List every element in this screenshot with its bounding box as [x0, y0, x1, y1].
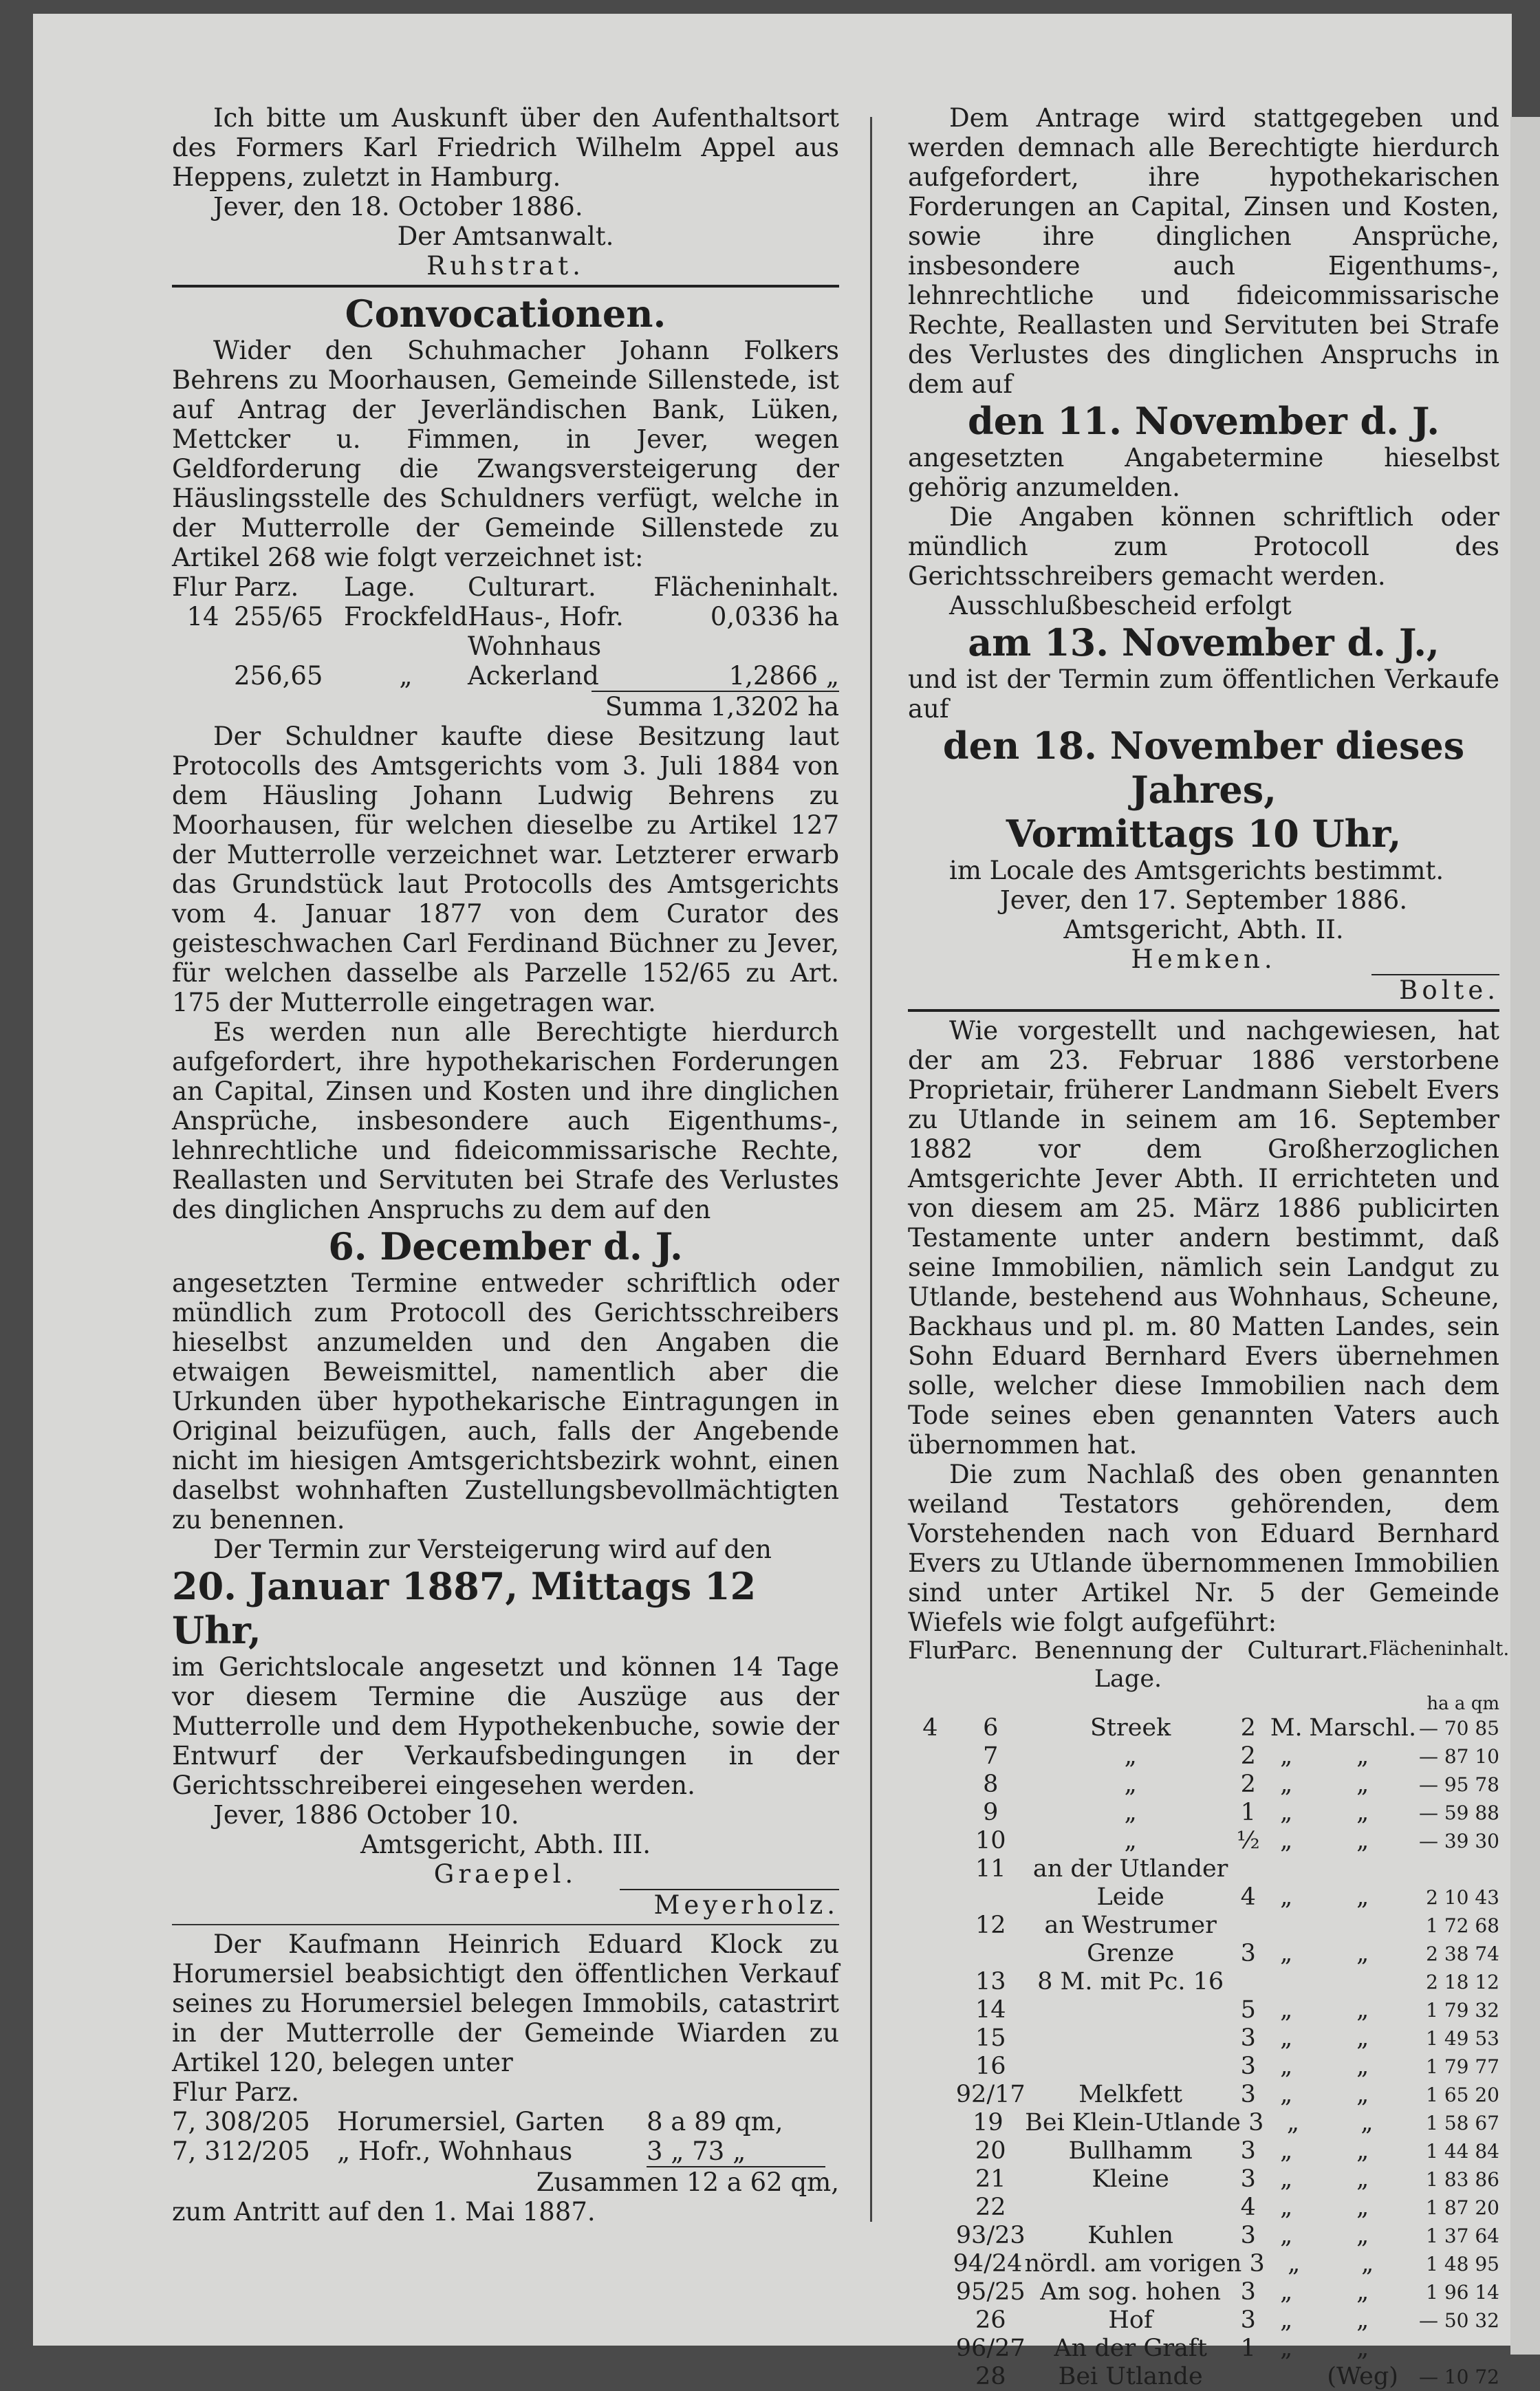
- table-row: [172, 661, 839, 691]
- table-cell: „: [1280, 2024, 1293, 2052]
- table-cell: 2: [1240, 1742, 1256, 1770]
- table-cell: Melkfett: [1078, 2081, 1183, 2108]
- behrens-table-header: [172, 572, 839, 602]
- table-cell: „: [1124, 1771, 1137, 1798]
- col-lage: Benennung der Lage.: [1034, 1637, 1222, 1693]
- table-cell: 6: [983, 1714, 999, 1742]
- antrag-date-big2: am 13. November d. J.,: [968, 620, 1440, 664]
- table-cell: [908, 2363, 953, 2391]
- table-cell: [908, 2194, 953, 2222]
- table-cell: „: [1356, 2306, 1369, 2334]
- table-cell: 1 58 67: [1426, 2112, 1499, 2134]
- table-cell: „: [1356, 1799, 1369, 1826]
- table-cell: [1233, 1912, 1264, 1940]
- table-cell: 8: [983, 1771, 999, 1798]
- table-cell: 3: [1240, 2222, 1256, 2249]
- table-cell: Bei Klein-Utlande: [1025, 2109, 1241, 2136]
- table-cell: 4: [922, 1714, 938, 1742]
- table-cell: „: [1124, 1827, 1137, 1854]
- table-cell: [908, 2306, 953, 2335]
- table-cell: — 95 78: [1418, 1773, 1499, 1796]
- behrens-clerk: Meyerholz.: [620, 1889, 839, 1920]
- table-cell: [1233, 1968, 1264, 1996]
- table-cell: „: [1280, 2165, 1293, 2193]
- section-rule: [172, 1924, 839, 1925]
- table-cell: „: [1356, 2194, 1369, 2221]
- cell: [172, 631, 468, 661]
- cell: [172, 661, 234, 691]
- cell: 1,2866 „: [728, 661, 839, 691]
- behrens-para5: im Gerichtslocale angesetzt und können 14 Tage vor diesem Termine die Auszüge aus der Mutterrolle und dem Hypothekenbuche, sowie der Entwurf der Verkaufsbedingungen in der Gerichtsschreiberei eingesehen werden.: [172, 1652, 839, 1800]
- table-row: [908, 1855, 1499, 1883]
- table-cell: 2 10 43: [1426, 1886, 1499, 1909]
- table-cell: [1309, 1855, 1417, 1883]
- table-cell: 3: [1249, 2250, 1265, 2278]
- table-cell: 1 44 84: [1426, 2140, 1499, 2163]
- table-row: [908, 1827, 1499, 1855]
- table-cell: (Weg): [1327, 2363, 1398, 2390]
- table-cell: „: [1356, 2081, 1369, 2108]
- table-cell: [1417, 2335, 1499, 2363]
- behrens-signature: Graepel.: [433, 1859, 578, 1889]
- table-cell: — 10 72: [1418, 2366, 1499, 2388]
- table-cell: 1 49 53: [1426, 2027, 1499, 2050]
- right-column: [908, 103, 1510, 2391]
- table-cell: „: [1356, 1883, 1369, 1911]
- table-cell: [1264, 1968, 1309, 1996]
- table-cell: „: [1280, 2194, 1293, 2221]
- table-cell: „: [1280, 2222, 1293, 2249]
- cell: 7, 308/205: [172, 2107, 310, 2136]
- antrag-date: Jever, den 17. September 1886.: [999, 885, 1408, 915]
- table-cell: „: [1356, 2278, 1369, 2306]
- table-cell: „: [1280, 1996, 1293, 2024]
- table-cell: 3: [1240, 2024, 1256, 2052]
- table-cell: 4: [1240, 2194, 1256, 2221]
- table-cell: [908, 2335, 953, 2363]
- section-rule: [908, 1009, 1499, 1012]
- section-heading: Convocationen.: [345, 292, 666, 336]
- antrag-para3: Die Angaben können schriftlich oder mündlich zum Protocoll des Gerichtsschreibers gemacht werden.: [908, 502, 1499, 591]
- table-row: [908, 1883, 1499, 1912]
- table-cell: [908, 2053, 953, 2081]
- table-row: [908, 2335, 1499, 2363]
- table-cell: 19: [973, 2109, 1004, 2136]
- table-cell: — 59 88: [1418, 1802, 1499, 1824]
- table-cell: [1264, 2363, 1309, 2391]
- table-cell: „: [1280, 1771, 1293, 1798]
- antrag-office: Amtsgericht, Abth. II.: [1063, 915, 1344, 944]
- table-cell: Grenze: [1087, 1940, 1175, 1967]
- klock-body: Der Kaufmann Heinrich Eduard Klock zu Horumersiel beabsichtigt den öffentlichen Verkauf seines zu Horumersiel belegen Immobils, catastrirt in der Mutterrolle der Gemeinde Wiarden zu Artikel 120, belegen unter: [172, 1929, 839, 2077]
- table-cell: [908, 2165, 953, 2194]
- table-cell: 3: [1240, 2081, 1256, 2108]
- behrens-date: Jever, 1886 October 10.: [213, 1800, 519, 1830]
- table-row: [908, 2081, 1499, 2109]
- table-cell: 16: [975, 2053, 1006, 2080]
- table-cell: „: [1124, 1742, 1137, 1770]
- table-cell: [1417, 1855, 1499, 1883]
- table-cell: [1029, 1996, 1233, 2024]
- table-row: [908, 2165, 1499, 2194]
- cell: Haus-, Hofr.: [468, 602, 624, 631]
- table-cell: Marschl.: [1309, 1714, 1417, 1742]
- table-cell: 20: [975, 2137, 1006, 2165]
- evers-table: [908, 1714, 1499, 2391]
- table-cell: „: [1280, 2137, 1293, 2165]
- col-parc: Parc.: [956, 1637, 1019, 1665]
- table-cell: 26: [975, 2306, 1006, 2334]
- antrag-para6: im Locale des Amtsgerichts bestimmt.: [949, 856, 1444, 885]
- table-cell: „: [1280, 2335, 1293, 2362]
- antrag-date-big1: den 11. November d. J.: [967, 399, 1440, 443]
- cell: 3 „ 73 „: [647, 2136, 825, 2167]
- table-cell: „: [1280, 2053, 1293, 2080]
- col-flur: Flur: [908, 1637, 959, 1665]
- table-cell: „: [1356, 1996, 1369, 2024]
- table-cell: „: [1356, 2053, 1369, 2080]
- table-cell: [1233, 1855, 1264, 1883]
- table-cell: [1029, 2053, 1233, 2081]
- table-cell: 3: [1240, 2165, 1256, 2193]
- table-cell: [908, 1883, 953, 1912]
- table-cell: 28: [975, 2363, 1006, 2390]
- klock-header: Flur Parz.: [172, 2077, 300, 2107]
- cell: 8 a 89 qm,: [647, 2107, 783, 2136]
- table-cell: 9: [983, 1799, 999, 1826]
- table-cell: Bei Utlande: [1058, 2363, 1203, 2390]
- table-cell: an Westrumer: [1044, 1912, 1217, 1939]
- table-cell: [908, 2081, 953, 2109]
- table-cell: [1264, 1912, 1309, 1940]
- sum: Summa 1,3202 ha: [592, 691, 839, 722]
- table-cell: Kuhlen: [1087, 2222, 1174, 2249]
- table-cell: „: [1360, 2109, 1374, 2136]
- next-page-edge: [1510, 117, 1540, 2355]
- table-cell: [908, 1799, 953, 1827]
- table-row: [908, 1714, 1499, 1742]
- table-cell: [953, 1940, 1029, 1968]
- clerk-line: [908, 974, 1499, 1005]
- table-row: [908, 2024, 1499, 2053]
- table-cell: [1264, 1855, 1309, 1883]
- notice-appel-body: Ich bitte um Auskunft über den Aufenthaltsort des Formers Karl Friedrich Wilhelm Appel aus Heppens, zuletzt in Hamburg.: [172, 103, 839, 192]
- table-cell: [908, 1940, 953, 1968]
- table-cell: 13: [975, 1968, 1006, 1995]
- klock-sum: Zusammen 12 a 62 qm,: [536, 2167, 839, 2197]
- section-rule: [172, 285, 839, 288]
- table-cell: 2: [1240, 1714, 1256, 1742]
- behrens-intro: Wider den Schuhmacher Johann Folkers Behrens zu Moorhausen, Gemeinde Sillenstede, ist auf Antrag der Jeverländischen Bank, Lüken, Mettcker u. Fimmen, in Jever, wegen Geldforderung die Zwangsversteigerung der Häuslingsstelle des Schuldners verfügt, welche in der Mutterrolle der Gemeinde Sillenstede zu Artikel 268 wie folgt verzeichnet ist:: [172, 336, 839, 572]
- table-cell: 3: [1240, 2137, 1256, 2165]
- table-row: [908, 2222, 1499, 2250]
- table-cell: [1309, 1912, 1417, 1940]
- table-cell: — 50 32: [1418, 2309, 1499, 2332]
- evers-para2: Die zum Nachlaß des oben genannten weiland Testators gehörenden, dem Vorstehenden nach von Eduard Bernhard Evers zu Utlande übernommenen Immobilien sind unter Artikel Nr. 5 der Gemeinde Wiefels wie folgt aufgeführt:: [908, 1460, 1499, 1637]
- table-cell: 96/27: [955, 2335, 1026, 2362]
- antrag-signature: Hemken.: [1131, 944, 1277, 974]
- table-cell: 1 87 20: [1426, 2196, 1499, 2219]
- antrag-date-big3: den 18. November dieses Jahres,: [942, 724, 1465, 812]
- table-cell: „: [1356, 2165, 1369, 2193]
- table-cell: 7: [983, 1742, 999, 1770]
- col-lage: Lage.: [344, 572, 415, 602]
- sum-line: [172, 691, 839, 722]
- col-parz: Parz.: [234, 572, 299, 602]
- table-cell: 3: [1240, 2306, 1256, 2334]
- table-cell: „: [1356, 1827, 1369, 1854]
- antrag-date-big4: Vormittags 10 Uhr,: [1006, 812, 1402, 856]
- behrens-para3: angesetzten Termine entweder schriftlich oder mündlich zum Protocoll des Gerichtsschreibers hieselbst anzumelden und den Angaben die etwaigen Beweismittel, namentlich aber die Urkunden über hypothekarische Eintragungen in Original beizufügen, auch, falls der Angebende nicht im hiesigen Amtsgerichtsbezirk wohnt, einen daselbst wohnhaften Zustellungsbevollmächtigten zu benennen.: [172, 1268, 839, 1535]
- table-cell: nördl. am vorigen: [1024, 2250, 1242, 2278]
- table-cell: „: [1356, 1940, 1369, 1967]
- table-cell: 8 M. mit Pc. 16: [1037, 1968, 1224, 1995]
- table-row: [172, 2136, 839, 2167]
- table-cell: „: [1280, 1799, 1293, 1826]
- col-flaeche: Flächeninhalt.: [653, 572, 839, 602]
- table-cell: M.: [1270, 1714, 1303, 1742]
- cell: 255/65: [234, 602, 324, 631]
- cell: 7, 312/205: [172, 2136, 310, 2166]
- behrens-termin-big: 20. Januar 1887, Mittags 12 Uhr,: [172, 1564, 757, 1652]
- table-row: [908, 2306, 1499, 2335]
- table-cell: 1 65 20: [1426, 2084, 1499, 2106]
- table-cell: [908, 1827, 953, 1855]
- table-cell: [908, 1771, 953, 1799]
- table-cell: 12: [975, 1912, 1006, 1939]
- table-cell: „: [1280, 2306, 1293, 2334]
- table-cell: Kleine: [1092, 2165, 1169, 2193]
- table-cell: [1233, 2363, 1264, 2391]
- table-cell: 1: [1240, 2335, 1256, 2362]
- table-row: [172, 602, 839, 631]
- table-cell: [908, 2250, 951, 2278]
- col-flur: Flur: [172, 572, 227, 602]
- behrens-para1: Der Schuldner kaufte diese Besitzung laut Protocolls des Amtsgerichts vom 3. Juli 1884 von dem Häusling Johann Ludwig Behrens zu Moorhausen, für welchen dieselbe zu Artikel 127 der Mutterrolle verzeichnet war. Letzterer erwarb das Grundstück laut Protocolls des Amtsgerichts vom 4. Januar 1877 von dem Curator des geisteschwachen Carl Ferdinand Büchner zu Jever, für welchen dasselbe als Parzelle 152/65 zu Art. 175 der Mutterrolle eingetragen war.: [172, 722, 839, 1017]
- cell: Horumersiel, Garten: [337, 2107, 605, 2136]
- table-cell: „: [1280, 1883, 1293, 1911]
- table-cell: 1 79 32: [1426, 1999, 1499, 2022]
- table-cell: 4: [1240, 1883, 1256, 1911]
- cell: Ackerland: [468, 661, 599, 691]
- clerk-line: [172, 1889, 839, 1920]
- table-row: [172, 2107, 839, 2136]
- table-cell: „: [1124, 1799, 1137, 1826]
- notice-appel-date: Jever, den 18. October 1886.: [213, 192, 583, 221]
- behrens-office: Amtsgericht, Abth. III.: [360, 1830, 651, 1859]
- behrens-para4: Der Termin zur Versteigerung wird auf den: [213, 1535, 772, 1564]
- table-cell: [908, 2222, 953, 2250]
- table-cell: „: [1356, 2024, 1369, 2052]
- table-cell: 10: [975, 1827, 1006, 1854]
- evers-para1: Wie vorgestellt und nachgewiesen, hat der am 23. Februar 1886 verstorbene Proprietair, früherer Landmann Siebelt Evers zu Utlande in seinem am 16. September 1882 vor dem Großherzoglichen Amtsgerichte Jever Abth. II errichteten und von diesem am 25. März 1886 publicirten Testamente unter andern bestimmt, daß seine Immobilien, nämlich sein Landgut zu Utlande, bestehend aus Wohnhaus, Scheune, Backhaus und pl. m. 80 Matten Landes, sein Sohn Eduard Bernhard Evers übernehmen solle, welcher diese Immobilien nach dem Tode seines eben genannten Vaters auch übernommen hat.: [908, 1016, 1499, 1460]
- table-cell: [908, 1742, 953, 1771]
- cell: „ Hofr., Wohnhaus: [337, 2136, 573, 2166]
- table-cell: An der Graft: [1054, 2335, 1207, 2362]
- table-row: [908, 2250, 1499, 2278]
- table-cell: [908, 1912, 953, 1940]
- table-cell: „: [1361, 2250, 1374, 2278]
- table-cell: 15: [975, 2024, 1006, 2052]
- table-cell: „: [1356, 2335, 1369, 2362]
- table-cell: 1 37 64: [1426, 2225, 1499, 2247]
- table-cell: Bullhamm: [1068, 2137, 1193, 2165]
- table-row: [908, 2053, 1499, 2081]
- behrens-date-big: 6. December d. J.: [328, 1224, 683, 1268]
- table-cell: 11: [975, 1855, 1006, 1883]
- table-cell: 92/17: [955, 2081, 1026, 2108]
- table-cell: „: [1280, 2081, 1293, 2108]
- table-row: [908, 1968, 1499, 1996]
- cell: Wohnhaus: [468, 631, 602, 661]
- table-cell: 95/25: [955, 2278, 1026, 2306]
- table-cell: 2 18 12: [1426, 1971, 1499, 1993]
- antrag-para5: und ist der Termin zum öffentlichen Verkaufe auf: [908, 664, 1499, 724]
- table-cell: 1 83 86: [1426, 2168, 1499, 2191]
- table-cell: „: [1286, 2109, 1300, 2136]
- table-cell: 3: [1248, 2109, 1264, 2136]
- table-row: [908, 1799, 1499, 1827]
- table-cell: — 87 10: [1418, 1745, 1499, 1768]
- table-row: [908, 2137, 1499, 2165]
- table-cell: an der Utlander: [1032, 1855, 1228, 1883]
- table-row: [908, 2194, 1499, 2222]
- table-cell: 2: [1240, 1771, 1256, 1798]
- table-cell: ½: [1236, 1827, 1260, 1854]
- cell: Frockfeld: [344, 602, 468, 631]
- cell: 256,65: [234, 661, 323, 691]
- table-cell: 94/24: [953, 2250, 1023, 2278]
- col-culturart: Culturart.: [468, 572, 596, 602]
- table-cell: 93/23: [955, 2222, 1026, 2249]
- left-column: [172, 103, 839, 2227]
- antrag-para2: angesetzten Angabetermine hieselbst gehörig anzumelden.: [908, 443, 1499, 502]
- table-row: [908, 1940, 1499, 1968]
- table-cell: 14: [975, 1996, 1006, 2024]
- table-cell: [1029, 2024, 1233, 2053]
- table-cell: Leide: [1096, 1883, 1164, 1911]
- table-cell: 3: [1240, 2053, 1256, 2080]
- antrag-para1: Dem Antrage wird stattgegeben und werden demnach alle Berechtigte hierdurch aufgefordert, ihre hypothekarischen Forderungen an Capital, Zinsen und Kosten, sowie ihre dinglichen Ansprüche, insbesondere auch Eigenthums-, lehnrechtliche und fideicommissarische Rechte, Reallasten und Servituten bei Strafe des Verlustes des dinglichen Anspruchs in dem auf: [908, 103, 1499, 399]
- table-cell: Streek: [1089, 1714, 1171, 1742]
- table-cell: „: [1356, 1771, 1369, 1798]
- table-cell: 1 79 77: [1426, 2055, 1499, 2078]
- table-cell: 1 96 14: [1426, 2281, 1499, 2304]
- table-row: [908, 2363, 1499, 2391]
- cell: „: [399, 661, 413, 691]
- table-cell: 1: [1240, 1799, 1256, 1826]
- table-cell: [908, 2278, 953, 2306]
- table-cell: „: [1280, 1827, 1293, 1854]
- table-row: [908, 1771, 1499, 1799]
- table-cell: 5: [1240, 1996, 1256, 2024]
- column-divider: [870, 117, 872, 2222]
- table-cell: [1029, 2194, 1233, 2222]
- table-cell: — 70 85: [1418, 1717, 1499, 1740]
- table-row: [908, 1912, 1499, 1940]
- table-cell: [908, 1855, 953, 1883]
- col-culturart: Culturart.: [1247, 1637, 1369, 1665]
- table-cell: „: [1280, 1742, 1293, 1770]
- behrens-para2: Es werden nun alle Berechtigte hierdurch aufgefordert, ihre hypothekarischen Forderungen an Capital, Zinsen und Kosten und ihre dinglichen Ansprüche, insbesondere auch Eigenthums-, lehnrechtliche und fideicommissarische Rechte, Reallasten und Servituten bei Strafe des Verlustes des dinglichen Anspruchs zu dem auf den: [172, 1017, 839, 1224]
- evers-units: ha a qm: [1427, 1694, 1499, 1714]
- table-cell: [908, 2109, 951, 2137]
- table-cell: Am sog. hohen: [1040, 2278, 1221, 2306]
- col-flaeche: Flächeninhalt.: [1369, 1637, 1510, 1660]
- table-cell: 3: [1240, 2278, 1256, 2306]
- table-cell: Hof: [1108, 2306, 1153, 2334]
- table-row: [908, 2278, 1499, 2306]
- table-row: [908, 1996, 1499, 2024]
- klock-tail: zum Antritt auf den 1. Mai 1887.: [172, 2197, 596, 2227]
- table-cell: [1309, 1968, 1417, 1996]
- table-row: [172, 631, 839, 661]
- table-cell: [908, 2137, 953, 2165]
- table-row: [908, 1742, 1499, 1771]
- antrag-para4: Ausschlußbescheid erfolgt: [949, 591, 1292, 620]
- antrag-clerk: Bolte.: [1371, 974, 1499, 1005]
- table-cell: 21: [975, 2165, 1006, 2193]
- table-cell: „: [1288, 2250, 1301, 2278]
- table-cell: [908, 1996, 953, 2024]
- table-cell: „: [1280, 2278, 1293, 2306]
- table-cell: [908, 1968, 953, 1996]
- cell: 14: [186, 602, 219, 631]
- table-cell: 2 38 74: [1426, 1943, 1499, 1965]
- table-cell: 1 72 68: [1426, 1914, 1499, 1937]
- table-cell: „: [1280, 1940, 1293, 1967]
- table-row: [908, 2109, 1499, 2137]
- table-cell: 1 48 95: [1426, 2253, 1499, 2275]
- notice-appel-office: Der Amtsanwalt.: [397, 221, 614, 251]
- table-cell: „: [1356, 2137, 1369, 2165]
- evers-table-header: [908, 1637, 1510, 1694]
- cell: 0,0336 ha: [710, 602, 839, 631]
- table-cell: [908, 2024, 953, 2053]
- table-cell: — 39 30: [1418, 1830, 1499, 1852]
- table-cell: [953, 1883, 1029, 1912]
- table-cell: „: [1356, 2222, 1369, 2249]
- table-cell: „: [1356, 1742, 1369, 1770]
- notice-appel-signature: Ruhstrat.: [426, 251, 585, 281]
- table-cell: 3: [1240, 1940, 1256, 1967]
- table-cell: 22: [975, 2194, 1006, 2221]
